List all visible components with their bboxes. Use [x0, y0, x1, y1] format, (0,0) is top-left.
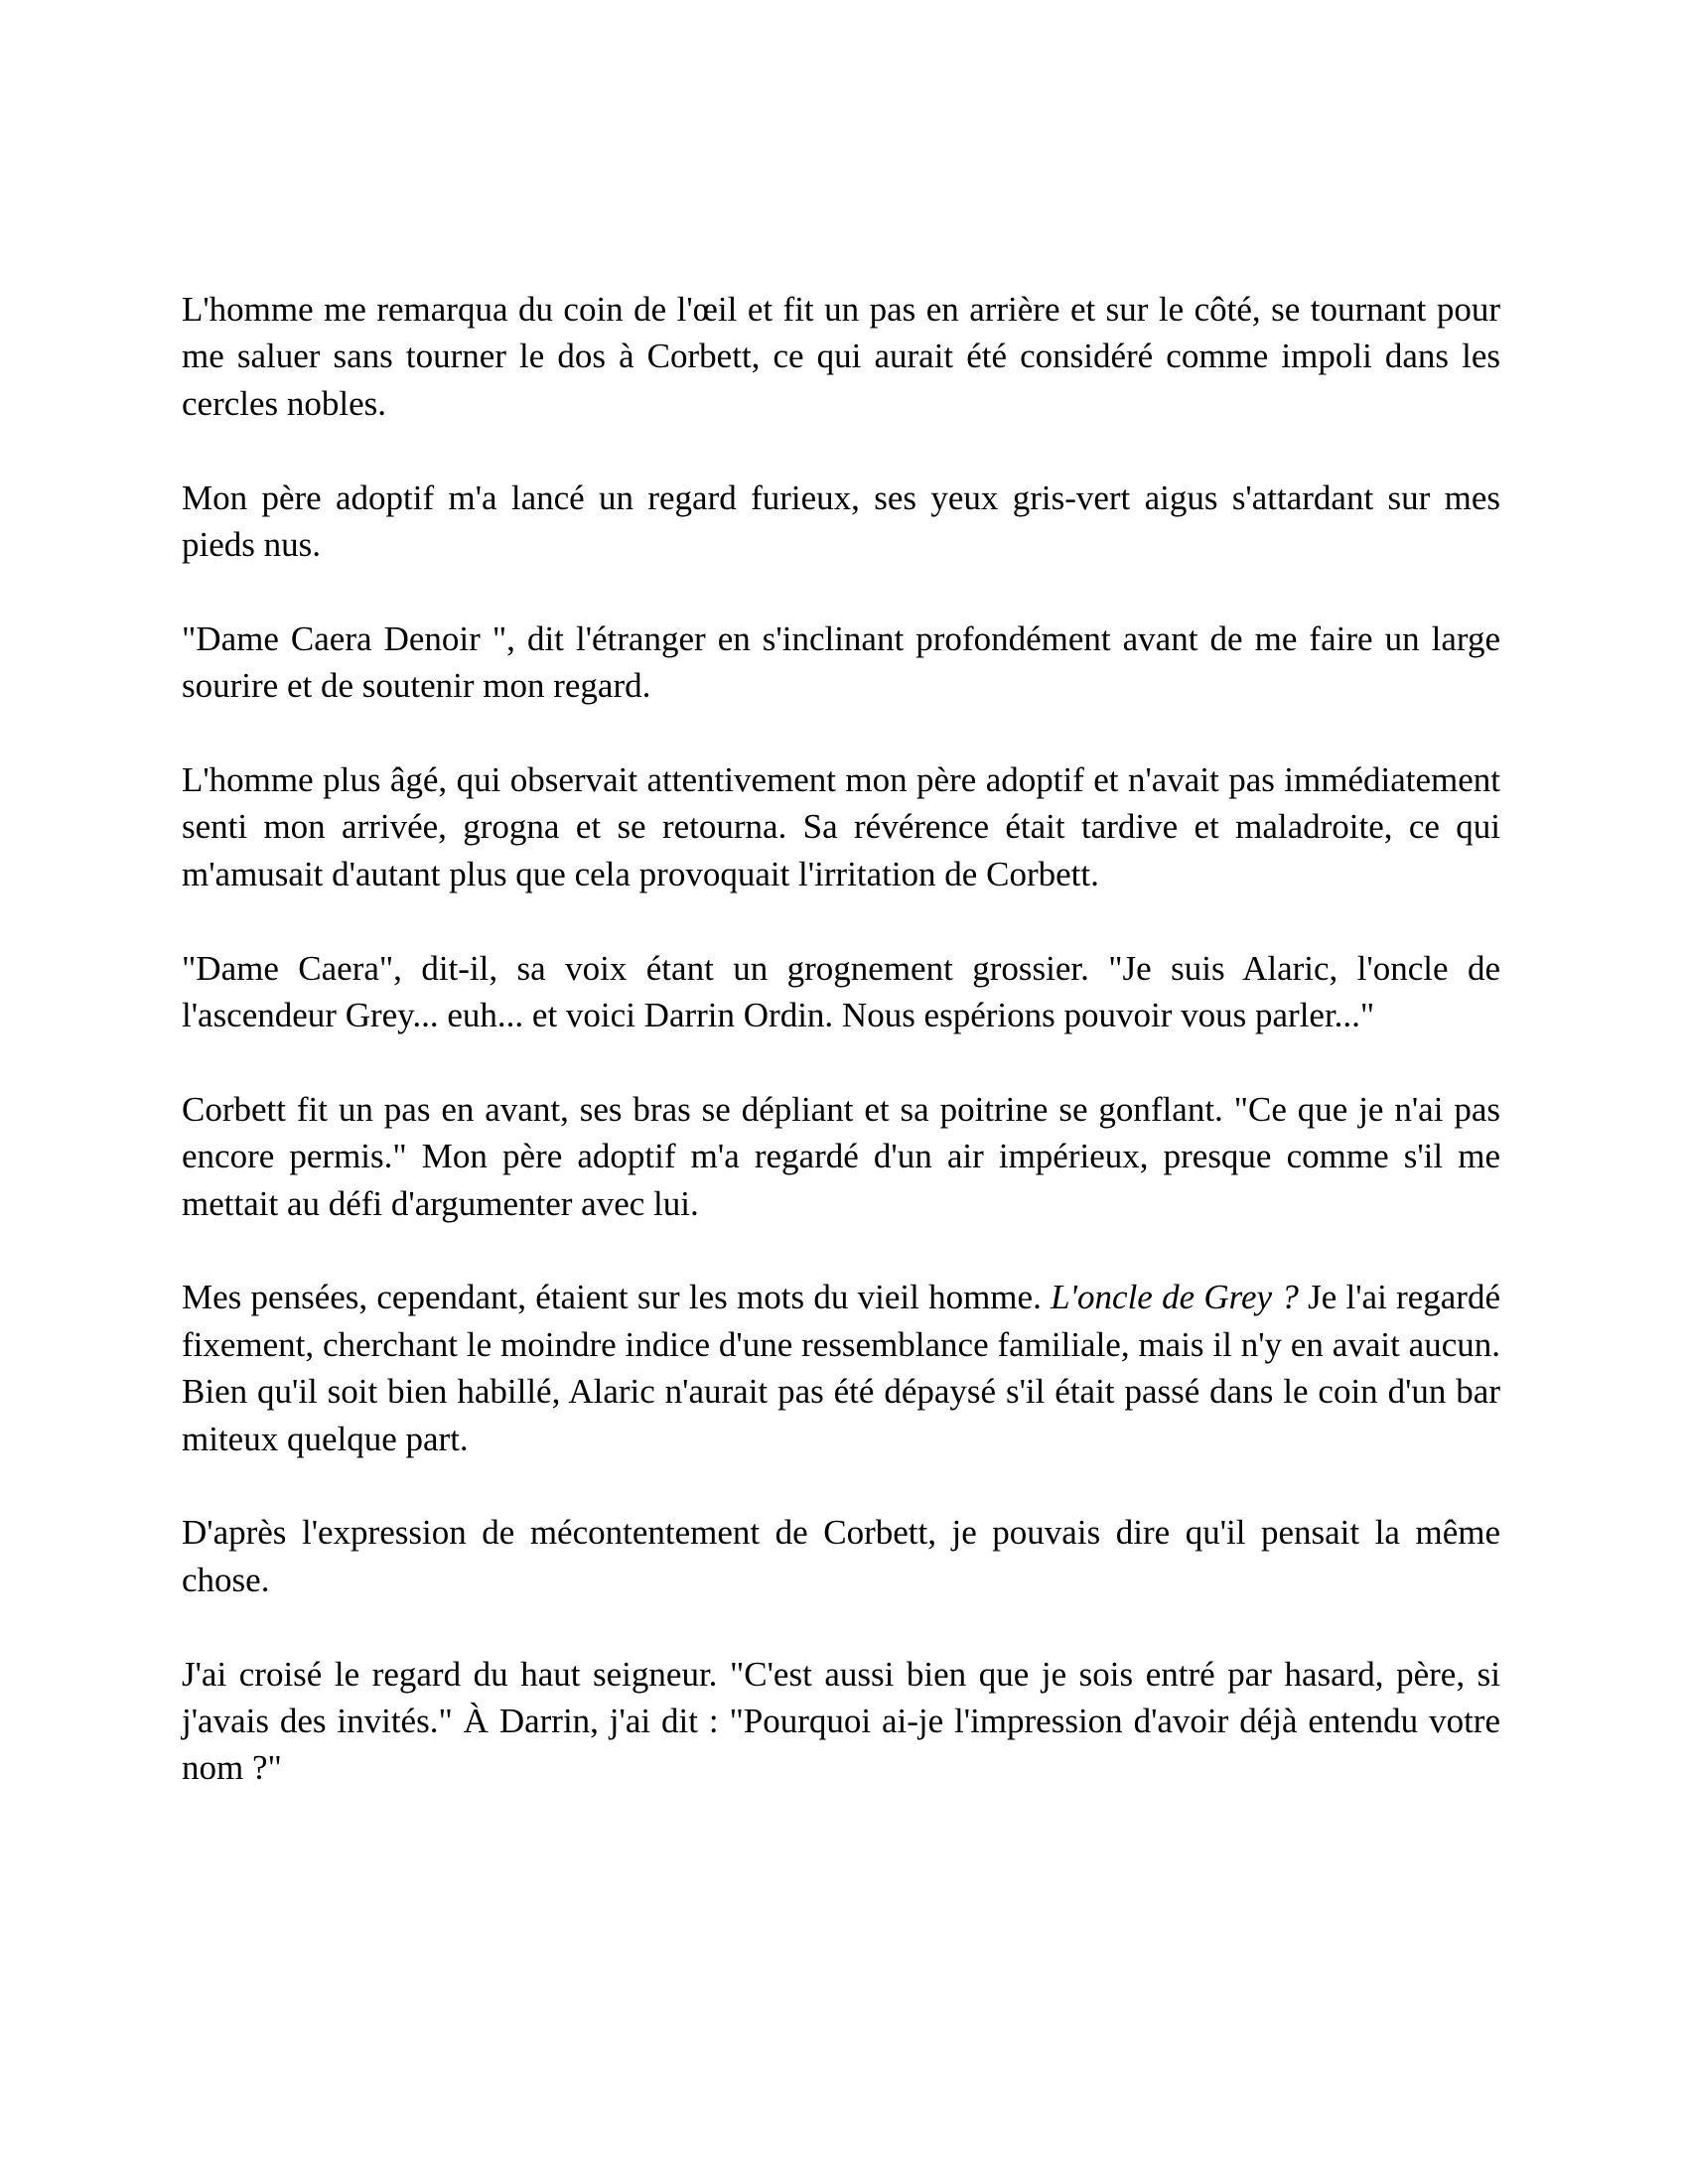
paragraph-text: Corbett fit un pas en avant, ses bras se dépliant et sa poitrine se gonflant. "Ce que je n'ai pas encore permis." Mon père adoptif m'a regardé d'un air impérieux, presque comme s'il me mettait au défi d'argumenter avec lui. — [182, 1089, 1500, 1223]
paragraph-3 — [182, 615, 1500, 710]
paragraph-text: "Dame Caera", dit-il, sa voix étant un grognement grossier. "Je suis Alaric, l'oncle de l'ascendeur Grey... euh... et voici Darrin Ordin. Nous espérions pouvoir vous parler..." — [182, 948, 1500, 1035]
paragraph-text: Je l'ai regardé fixement, cherchant le moindre indice d'une ressemblance familiale, mais il n'y en avait aucun. Bien qu'il soit bien habillé, Alaric n'aurait pas été dépaysé s'il était passé dans le coin d'un bar miteux quelque part. — [182, 1278, 1500, 1458]
paragraph-5 — [182, 945, 1500, 1039]
paragraph-4 — [182, 756, 1500, 897]
document-page — [182, 286, 1500, 1839]
paragraph-text: Mon père adoptif m'a lancé un regard furieux, ses yeux gris-vert aigus s'attardant sur mes pieds nus. — [182, 478, 1500, 565]
paragraph-text: J'ai croisé le regard du haut seigneur. "C'est aussi bien que je sois entré par hasard, père, si j'avais des invités." À Darrin, j'ai dit : "Pourquoi ai-je l'impression d'avoir déjà entendu votre nom ?" — [182, 1654, 1500, 1788]
paragraph-text: L'homme plus âgé, qui observait attentivement mon père adoptif et n'avait pas immédiatement senti mon arrivée, grogna et se retourna. Sa révérence était tardive et maladroite, ce qui m'amusait d'autant plus que cela provoquait l'irritation de Corbett. — [182, 760, 1500, 893]
paragraph-6 — [182, 1086, 1500, 1227]
paragraph-8 — [182, 1509, 1500, 1603]
paragraph-7 — [182, 1274, 1500, 1462]
paragraph-9 — [182, 1651, 1500, 1792]
paragraph-1 — [182, 286, 1500, 427]
paragraph-text: Mes pensées, cependant, étaient sur les mots du vieil homme. — [182, 1278, 1052, 1317]
paragraph-2 — [182, 475, 1500, 569]
italic-thought: L'oncle de Grey ? — [1051, 1278, 1299, 1317]
paragraph-text: D'après l'expression de mécontentement de Corbett, je pouvais dire qu'il pensait la même chose. — [182, 1513, 1500, 1599]
paragraph-text: L'homme me remarqua du coin de l'œil et fit un pas en arrière et sur le côté, se tournant pour me saluer sans tourner le dos à Corbett, ce qui aurait été considéré comme impoli dans les cercles nobles. — [182, 290, 1500, 423]
paragraph-text: "Dame Caera Denoir ", dit l'étranger en s'inclinant profondément avant de me faire un large sourire et de soutenir mon regard. — [182, 618, 1500, 706]
